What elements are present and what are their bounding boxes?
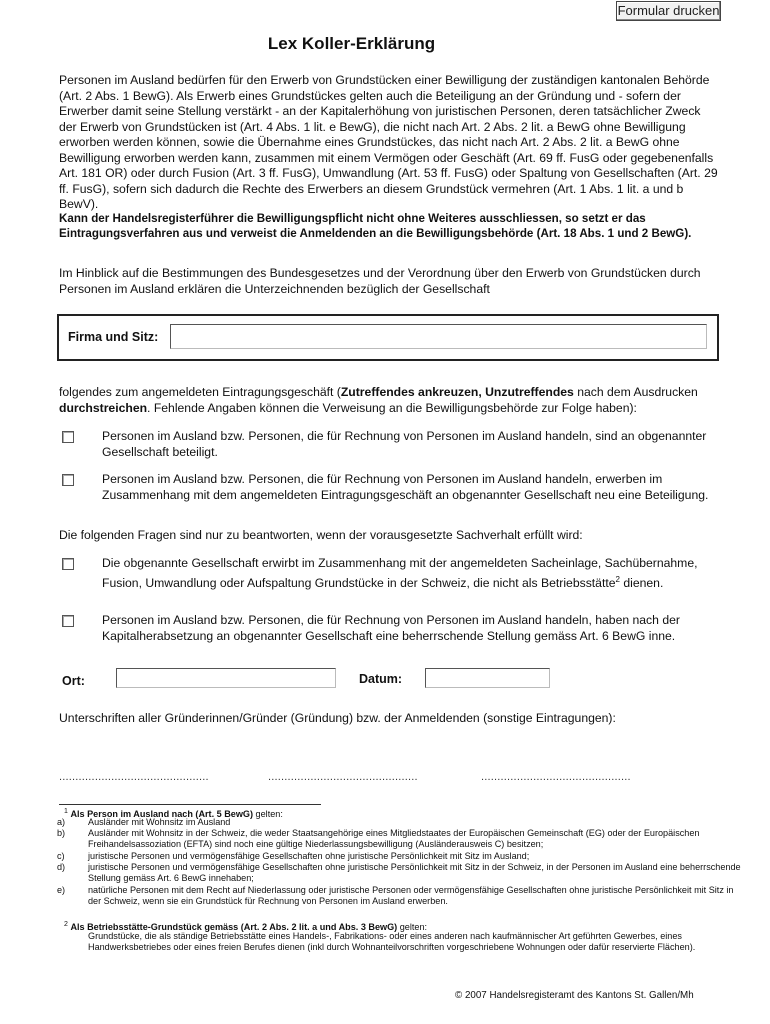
checkbox-2[interactable]	[62, 474, 74, 486]
ort-input[interactable]	[116, 668, 336, 688]
notice-paragraph: Kann der Handelsregisterführer die Bewilligungspflicht nicht ohne Weiteres ausschliessen, so setzt er das Eintragungsverfahren aus und verweist die Anmeldenden an die Bewilligungsbehörde (Art. 18 Abs. 1 und 2 BewG).	[59, 212, 692, 241]
datum-input[interactable]	[425, 668, 550, 688]
print-form-button[interactable]: Formular drucken	[616, 1, 721, 21]
checkbox-1-label: Personen im Ausland bzw. Personen, die für Rechnung von Personen im Ausland handeln, sind an obgenannter Gesellschaft beteiligt.	[102, 429, 707, 459]
declaration-intro: Im Hinblick auf die Bestimmungen des Bundesgesetzes und der Verordnung über den Erwerb von Grundstücken durch Personen im Ausland erklären die Unterzeichnenden bezüglich der Gesellschaft	[59, 266, 701, 296]
footnote-2-mark: 2	[64, 921, 68, 928]
footnote-2-title: Als Betriebsstätte-Grundstück gemäss (Art. 2 Abs. 2 lit. a und Abs. 3 BewG)	[70, 922, 398, 933]
signatures-label: Unterschriften aller Gründerinnen/Gründer (Gründung) bzw. der Anmeldenden (sonstige Eintragungen):	[59, 711, 616, 725]
ort-label: Ort:	[62, 674, 85, 688]
footnote-1-letter-d: d)	[57, 862, 66, 872]
instructions-bold-1: Zutreffendes ankreuzen, Unzutreffendes	[340, 385, 574, 399]
checkbox-1[interactable]	[62, 431, 74, 443]
page-title: Lex Koller-Erklärung	[267, 34, 436, 53]
conditional-note: Die folgenden Fragen sind nur zu beantworten, wenn der vorausgesetzte Sachverhalt erfüllt wird:	[59, 528, 583, 542]
footnote-1-title: Als Person im Ausland nach (Art. 5 BewG)	[70, 809, 254, 820]
footnote-1-mark: 1	[64, 808, 68, 815]
signature-line-3: ..............................................	[481, 771, 631, 783]
checkbox-3-label	[102, 556, 722, 591]
footnote-2-suffix: gelten:	[397, 922, 428, 933]
instructions-paragraph	[59, 385, 719, 416]
footnote-1-item-d: juristische Personen und vermögensfähige Gesellschaften ohne juristische Persönlichkeit mit Sitz in der Schweiz, in der Personen im Ausland eine beherrschende Stellung gemäss Art. 6 BewG innehaben;	[88, 862, 741, 884]
instructions-text-3: . Fehlende Angaben können die Verweisung an die Bewilligungsbehörde zur Folge haben):	[147, 400, 637, 415]
footnote-1-item-e: natürliche Personen mit dem Recht auf Niederlassung oder juristische Personen oder vermögensfähige Gesellschaften ohne juristische Persönlichkeit mit Sitz in der Schweiz, wenn sie ein Grundstück für Rechnung von Personen im Ausland erwerben.	[88, 885, 734, 907]
firma-input[interactable]	[170, 324, 707, 349]
footnote-1-item-b: Ausländer mit Wohnsitz in der Schweiz, die weder Staatsangehörige eines Mitgliedstaates der Europäischen Gemeinschaft (EG) oder der Europäischen Freihandelsassoziation (EFTA) sind noch eine gültige Niederlassungsbewilligung (Ausländerausweis C) besitzen;	[88, 828, 700, 850]
checkbox-2-label: Personen im Ausland bzw. Personen, die für Rechnung von Personen im Ausland handeln, erwerben im Zusammenhang mit dem angemeldeten Eintragungsgeschäft an obgenannter Gesellschaft neu eine Beteiligung.	[102, 472, 709, 502]
checkbox-4-label: Personen im Ausland bzw. Personen, die für Rechnung von Personen im Ausland handeln, haben nach der Kapitalherabsetzung an obgenannter Gesellschaft eine beherrschende Stellung gemäss Art. 6 BewG inne.	[102, 613, 680, 643]
intro-paragraph: Personen im Ausland bedürfen für den Erwerb von Grundstücken einer Bewilligung der zuständigen kantonalen Behörde (Art. 2 Abs. 1 BewG). Als Erwerb eines Grundstückes gelten auch die Beteiligung an der Gründung und - sofern der Erwerber damit seine Stellung verstärkt - an der Kapitalerhöhung von juristischen Personen, deren tatsächlicher Zweck der Erwerb von Grundstücken ist (Art. 4 Abs. 1 lit. e BewG), die nicht nach Art. 2 Abs. 2 lit. a BewG ohne Bewilligung erworben werden können, sowie die Übernahme eines Grundstückes, das nicht nach Art. 2 Abs. 2 lit. a BewG ohne Bewilligung erworben werden kann, zusammen mit einem Vermögen oder Geschäft (Art. 69 ff. FusG oder gegebenenfalls Art. 181 OR) oder durch Fusion (Art. 3 ff. FusG), Umwandlung (Art. 53 ff. FusG) oder Spaltung von Gesellschaften (Art. 29 ff. FusG), sofern sich dadurch die Rechte des Erwerbers an diesem Grundstück vermehren (Art. 1 Abs. 1 lit. a und b BewV).	[59, 73, 718, 211]
footnote-1-letter-b: b)	[57, 828, 66, 838]
signature-line-2: ..............................................	[268, 771, 418, 783]
copyright: © 2007 Handelsregisteramt des Kantons St. Gallen/Mh	[455, 990, 694, 1001]
footnote-1-item-c: juristische Personen und vermögensfähige Gesellschaften ohne juristische Persönlichkeit mit Sitz im Ausland;	[88, 851, 530, 861]
footnote-1-letter-c: c)	[57, 851, 65, 861]
footnote-2-ref: 2	[615, 574, 620, 584]
checkbox-3[interactable]	[62, 558, 74, 570]
instructions-text-2: nach dem Ausdrucken	[573, 385, 698, 399]
footnote-1-suffix: gelten:	[253, 809, 283, 820]
checkbox-3-text: Die obgenannte Gesellschaft erwirbt im Zusammenhang mit der angemeldeten Sacheinlage, Sachübernahme, Fusion, Umwandlung oder Aufspaltung Grundstücke in der Schweiz, die nicht als Betriebsstätte	[102, 556, 698, 590]
checkbox-3-text-end: dienen.	[619, 575, 664, 590]
footnote-1-item-a: Ausländer mit Wohnsitz im Ausland	[88, 817, 231, 827]
footnote-divider	[59, 804, 321, 805]
signature-line-1: ..............................................	[59, 771, 209, 783]
firma-label: Firma und Sitz:	[68, 330, 159, 344]
instructions-text-1: folgendes zum angemeldeten Eintragungsgeschäft (	[59, 385, 341, 399]
datum-label: Datum:	[359, 672, 403, 686]
checkbox-4[interactable]	[62, 615, 74, 627]
footnote-1-letter-a: a)	[57, 817, 66, 827]
footnote-2-text: Grundstücke, die als ständige Betriebsstätte eines Handels-, Fabrikations- oder eines anderen nach kaufmännischer Art geführten Gewerbes, eines Handwerksbetriebes oder eines freien Berufes dienen (inkl durch Wohnanteilvorschriften vorgeschriebene Wohnungen oder dafür reservierte Flächen).	[88, 931, 696, 953]
footnote-1-letter-e: e)	[57, 885, 66, 895]
instructions-bold-2: durchstreichen	[59, 400, 148, 415]
